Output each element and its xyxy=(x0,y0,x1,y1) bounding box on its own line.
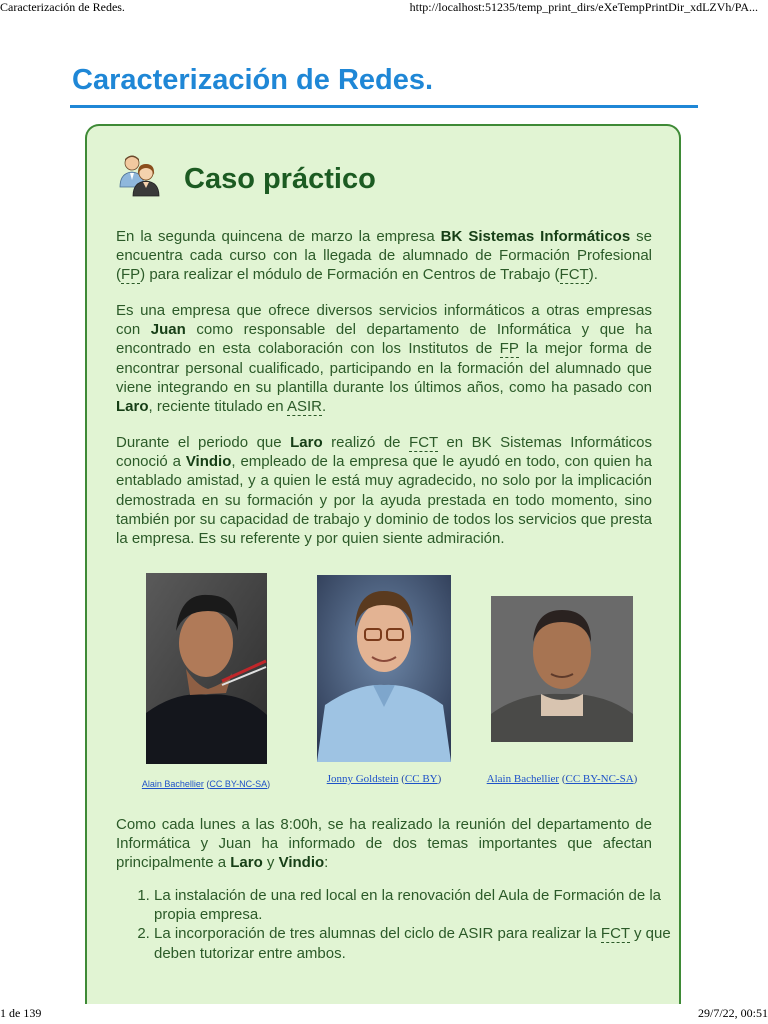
company-name: BK Sistemas Informáticos xyxy=(440,228,631,245)
abbr-fct[interactable]: FCT xyxy=(559,266,589,284)
company-paragraph: Es una empresa que ofrece diversos servicios informáticos a otras empresas con Juan como responsable del departamento de Informática y que ha encontrado en esta colaboración con los Institutos de FP la mejor forma de encontrar personal cualificado, participando en la formación del alumnado que viene integrando en su plantilla durante los últimos años, como ha pasado con Laro, reciente titulado en ASIR. xyxy=(116,302,652,416)
license-link[interactable]: CC BY-NC-SA xyxy=(565,773,634,785)
page-number: 1 de 139 xyxy=(0,1006,42,1020)
list-item: 1. La instalación de una red local en la renovación del Aula de Formación de la propia empresa. xyxy=(154,886,674,924)
intro-paragraph: En la segunda quincena de marzo la empresa BK Sistemas Informáticos se encuentra cada curso con la llegada de alumnado de Formación Profesional (FP) para realizar el módulo de Formación en Centros de Trabajo (FCT). xyxy=(116,228,653,284)
abbr-fct[interactable]: FCT xyxy=(409,434,438,451)
name-vindio: Vindio xyxy=(185,453,232,471)
name-laro: Laro xyxy=(116,398,149,416)
meeting-paragraph: Como cada lunes a las 8:00h, se ha realizado la reunión del departamento de Informática y Juan ha informado de dos temas importantes que afectan principalmente a Laro y Vindio: xyxy=(116,816,652,872)
abbr-fct[interactable]: FCT xyxy=(600,925,630,943)
print-footer xyxy=(0,1008,768,1024)
portrait-photo-2 xyxy=(317,575,451,762)
author-link[interactable]: Jonny Goldstein xyxy=(326,773,399,785)
abbr-fp[interactable]: FP xyxy=(499,340,519,358)
portrait-photo-3 xyxy=(491,596,633,742)
print-header-url: http://localhost:51235/temp_print_dirs/eXeTempPrintDir_xdLZVh/PA... xyxy=(409,0,758,14)
abbr-fp[interactable]: FP xyxy=(121,266,141,284)
topics-list xyxy=(134,886,674,963)
name-laro: Laro xyxy=(290,434,323,451)
name-juan: Juan xyxy=(150,321,186,339)
relationship-paragraph: Durante el periodo que Laro realizó de FCT en BK Sistemas Informáticos conoció a Vindio, empleado de la empresa que le ayudó en todo, con quien ha entablado amistad, y a quien le está muy agradecido, no solo por la implicación demostrada en su formación y por la ayuda prestada en todo momento, sino también por su capacidad de trabajo y dominio de todos los servicios que presta la empresa. Es su referente y por quien siente admiración. xyxy=(116,434,653,548)
print-header xyxy=(0,0,768,14)
abbr-asir[interactable]: ASIR xyxy=(286,398,322,416)
photo-caption-2: Jonny Goldstein (CC BY) xyxy=(326,773,442,785)
photo-caption-3: Alain Bachellier (CC BY-NC-SA) xyxy=(486,773,638,785)
author-link[interactable]: Alain Bachellier xyxy=(141,779,204,789)
name-vindio: Vindio xyxy=(278,854,325,872)
print-datetime: 29/7/22, 00:51 xyxy=(697,1006,768,1020)
author-link[interactable]: Alain Bachellier xyxy=(486,773,560,785)
title-divider xyxy=(70,105,698,108)
license-link[interactable]: CC BY xyxy=(404,773,438,785)
print-header-title: Caracterización de Redes. xyxy=(0,0,125,14)
photo-caption-1: Alain Bachellier (CC BY-NC-SA) xyxy=(141,779,271,789)
page-title: Caracterización de Redes. xyxy=(72,64,434,96)
list-item: 2. La incorporación de tres alumnas del ciclo de ASIR para realizar la FCT y que deben tutorizar entre ambos. xyxy=(154,924,674,962)
license-link[interactable]: CC BY-NC-SA xyxy=(209,779,268,789)
portrait-photo-1 xyxy=(146,573,267,764)
two-people-icon xyxy=(117,153,161,197)
name-laro: Laro xyxy=(230,854,263,872)
case-study-title: Caso práctico xyxy=(184,163,376,195)
